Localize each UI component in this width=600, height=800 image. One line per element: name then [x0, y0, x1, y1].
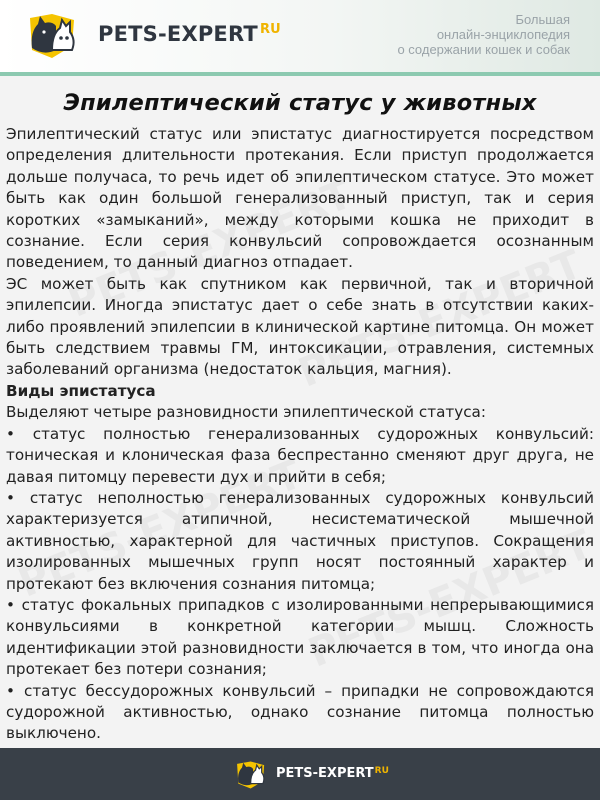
cat-dog-logo-icon[interactable] [22, 10, 80, 62]
article-content [0, 76, 600, 748]
cat-dog-logo-icon[interactable] [232, 759, 268, 791]
bullet-item: • статус полностью генерализованных судорожных конвульсий: тоническая и клоническая фаза беспрестанно сменяют друг друга, не давая питомцу перевести дух и прийти в себя; [6, 424, 594, 486]
bullet-item: • статус неполностью генерализованных судорожных конвульсий характеризуется атипичной, несистематической мышечной активностью, характерной для частичных приступов. Сокращения изолированных мышечных групп носят постоянный характер и протекают без включения сознания питомца; [6, 488, 594, 593]
article-title: Эпилептический статус у животных [63, 90, 537, 116]
section-intro: Выделяют четыре разновидности эпилептической статуса: [6, 403, 486, 422]
section-heading: Виды эпистатуса [6, 381, 156, 400]
brand-name: PETS-EXPERT [98, 22, 258, 46]
site-footer [0, 748, 600, 800]
footer-brand-text[interactable] [276, 766, 389, 781]
bullet-item: • статус бессудорожных конвульсий – припадки не сопровождаются судорожной активностью, однако сознание питомца полностью выключено. [6, 681, 594, 743]
article-paragraph: ЭС может быть как спутником как первичной, так и вторичной эпилепсии. Иногда эпистатус дает о себе знать в отсутствии каких-либо проявлений эпилепсии в клинической картине питомца. Он может быть следствием травмы ГМ, интоксикации, отравления, системных заболеваний организма (недостаток кальция, магния). [6, 274, 594, 379]
tagline-line: Большая [515, 12, 570, 27]
article-body [6, 124, 594, 745]
brand-logo-text[interactable] [98, 22, 281, 46]
site-header [0, 0, 600, 72]
footer-brand-tld: RU [374, 766, 389, 776]
tagline-line: онлайн-энциклопедия [436, 27, 570, 42]
site-tagline [350, 12, 570, 57]
footer-brand-name: PETS-EXPERT [276, 766, 374, 781]
brand-tld: RU [259, 22, 281, 37]
bullet-item: • статус фокальных припадков с изолированными непрерывающимися конвульсиями в конкретной категории мышц. Сложность идентификации этой разновидности заключается в том, что иногда она протекает без потери сознания; [6, 595, 594, 679]
article-paragraph: Эпилептический статус или эпистатус диагностируется посредством определения длительности протекания. Если приступ продолжается дольше получаса, то речь идет об эпилептическом статусе. Это может быть как один большой генерализованный приступ, так и серия коротких «замыканий», между которыми кошка не приходит в сознание. Если серия конвульсий сопровождается осознанным поведением, то данный диагноз отпадает. [6, 125, 594, 272]
tagline-line: о содержании кошек и собак [397, 42, 570, 57]
